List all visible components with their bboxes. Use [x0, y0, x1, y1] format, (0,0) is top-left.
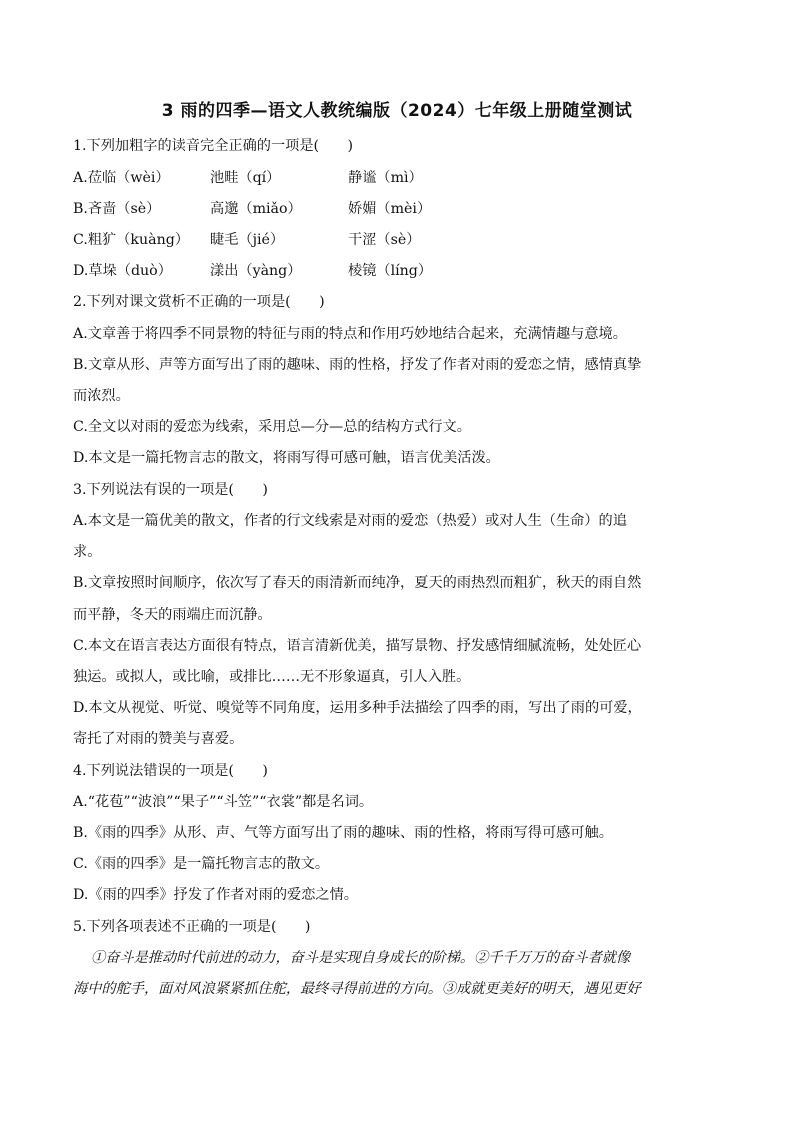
option-text: A.莅临（wèi） — [73, 170, 170, 186]
option-text: 睫毛（jié） — [210, 232, 285, 248]
option-text: D.草垛（duò） — [73, 263, 172, 279]
question-3-option-c-line2: 独运。或拟人，或比喻，或排比……无不形象逼真，引人入胜。 — [73, 669, 471, 685]
question-1-stem: 1.下列加粗字的读音完全正确的一项是( ) — [73, 138, 353, 154]
question-3-stem: 3.下列说法有误的一项是( ) — [73, 482, 268, 498]
question-3-option-b-line1: B.文章按照时间顺序，依次写了春天的雨清新而纯净，夏天的雨热烈而粗犷，秋天的雨自然 — [73, 575, 642, 591]
option-text: 干涩（sè） — [348, 232, 421, 248]
question-4-option-b: B.《雨的四季》从形、声、气等方面写出了雨的趣味、雨的性格，将雨写得可感可触。 — [73, 825, 613, 841]
question-2-option-c: C.全文以对雨的爱恋为线索，采用总—分—总的结构方式行文。 — [73, 419, 471, 435]
question-4-stem: 4.下列说法错误的一项是( ) — [73, 763, 268, 779]
question-2-option-d: D.本文是一篇托物言志的散文，将雨写得可感可触，语言优美活泼。 — [73, 450, 500, 466]
question-3-option-b-line2: 而平静，冬天的雨端庄而沉静。 — [73, 607, 272, 623]
question-2-option-b-line2: 而浓烈。 — [73, 388, 130, 404]
question-5-passage-line2: 海中的舵手，面对风浪紧紧抓住舵，最终寻得前进的方向。③成就更美好的明天，遇见更好 — [73, 981, 641, 997]
option-text: 棱镜（líng） — [348, 263, 433, 279]
question-3-option-c-line1: C.本文在语言表达方面很有特点，语言清新优美，描写景物、抒发感情细腻流畅，处处匠心 — [73, 638, 642, 654]
question-4-option-c: C.《雨的四季》是一篇托物言志的散文。 — [73, 856, 330, 872]
document-title: 3 雨的四季—语文人教统编版（2024）七年级上册随堂测试 — [161, 101, 633, 121]
question-2-option-b-line1: B.文章从形、声等方面写出了雨的趣味、雨的性格，抒发了作者对雨的爱恋之情，感情真挚 — [73, 357, 642, 373]
option-text: 高邈（miǎo） — [210, 201, 302, 217]
question-2-stem: 2.下列对课文赏析不正确的一项是( ) — [73, 294, 325, 310]
option-text: 池畦（qí） — [210, 170, 281, 186]
option-text: 漾出（yàng） — [210, 263, 302, 279]
option-text: 娇媚（mèi） — [348, 201, 432, 217]
question-3-option-a-line1: A.本文是一篇优美的散文，作者的行文线索是对雨的爱恋（热爱）或对人生（生命）的追 — [73, 513, 627, 529]
question-3-option-d-line2: 寄托了对雨的赞美与喜爱。 — [73, 731, 244, 747]
option-text: 静谧（mì） — [348, 170, 423, 186]
question-4-option-d: D.《雨的四季》抒发了作者对雨的爱恋之情。 — [73, 887, 358, 903]
question-2-option-a: A.文章善于将四季不同景物的特征与雨的特点和作用巧妙地结合起来，充满情趣与意境。 — [73, 326, 627, 342]
question-5-passage-line1: ①奋斗是推动时代前进的动力，奋斗是实现自身成长的阶梯。②千千万万的奋斗者就像 — [91, 950, 631, 966]
question-4-option-a: A.“花苞”“波浪”“果子”“斗笠”“衣裳”都是名词。 — [73, 794, 374, 810]
question-3-option-a-line2: 求。 — [73, 544, 102, 560]
question-5-stem: 5.下列各项表述不正确的一项是( ) — [73, 919, 311, 935]
option-text: C.粗犷（kuàng） — [73, 232, 190, 248]
option-text: B.吝啬（sè） — [73, 201, 161, 217]
question-3-option-d-line1: D.本文从视觉、听觉、嗅觉等不同角度，运用多种手法描绘了四季的雨，写出了雨的可爱， — [73, 700, 642, 716]
